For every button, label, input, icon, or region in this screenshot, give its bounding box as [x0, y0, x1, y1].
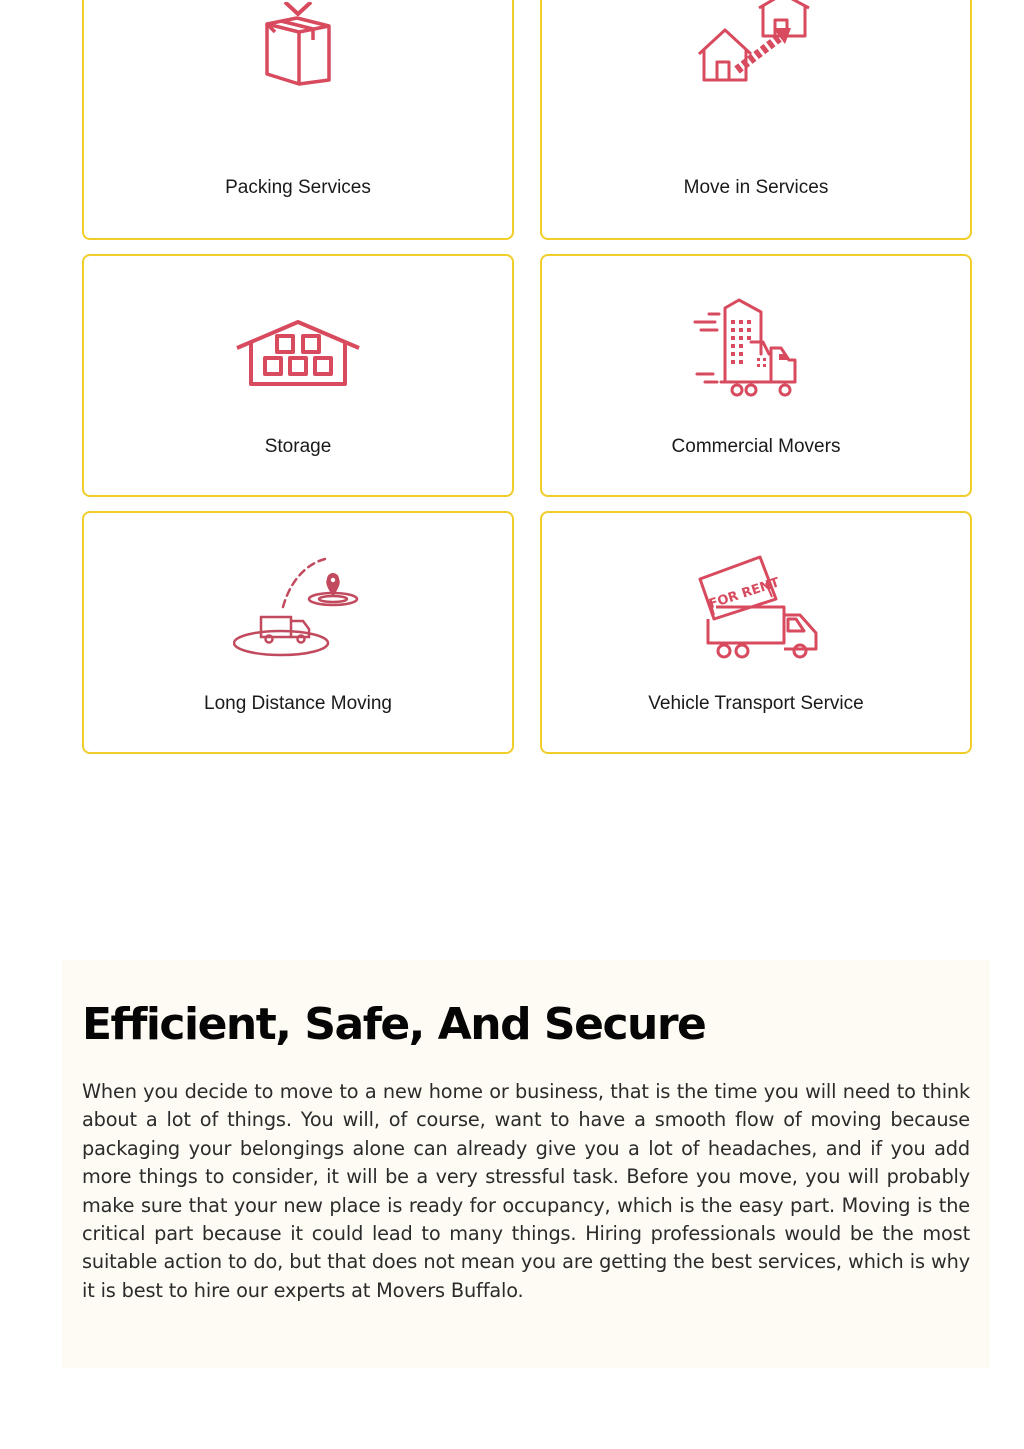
service-label: Packing Services	[225, 177, 371, 198]
service-card-storage[interactable]	[82, 254, 514, 497]
for-rent-sign-text: FOR RENT	[707, 575, 782, 613]
service-label: Move in Services	[683, 177, 829, 198]
service-label: Storage	[264, 436, 332, 457]
service-label: Commercial Movers	[671, 436, 841, 457]
section-body: When you decide to move to a new home or business, that is the time you will need to think about a lot of things. You will, of course, want to have a smooth flow of moving because packaging your belongings alone can already give you a lot of headaches, and if you add more things to consider, it will be a very stressful task. Before you move, you will probably make sure that your new place is ready for occupancy, which is the easy part. Moving is the critical part because it could lead to many things. Hiring professionals would be the most suitable action to do, but that does not mean you are getting the best services, which is why it is best to hire our experts at Movers Buffalo.	[82, 1080, 970, 1302]
section-title: Efficient, Safe, And Secure	[82, 999, 706, 1050]
package-icon	[261, 2, 335, 88]
service-card-vehicle-transport[interactable]	[540, 511, 972, 754]
service-label: Long Distance Moving	[204, 693, 392, 714]
warehouse-icon	[235, 320, 361, 388]
service-card-long-distance[interactable]	[82, 511, 514, 754]
truck-route-icon	[233, 555, 363, 659]
service-card-packing[interactable]	[82, 0, 514, 240]
info-section	[62, 960, 990, 1368]
for-rent-truck-icon	[692, 555, 820, 659]
service-card-move-in[interactable]	[540, 0, 972, 240]
service-label: Vehicle Transport Service	[648, 693, 864, 714]
move-house-icon	[697, 0, 815, 86]
commercial-building-truck-icon	[691, 298, 821, 402]
service-card-commercial[interactable]	[540, 254, 972, 497]
